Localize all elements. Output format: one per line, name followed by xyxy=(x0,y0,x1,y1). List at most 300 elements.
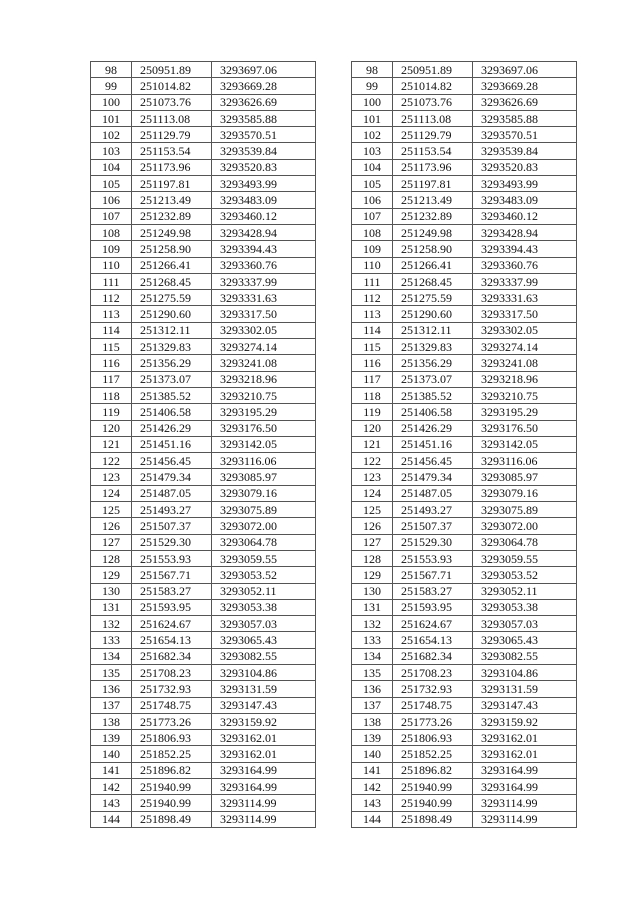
table-row xyxy=(91,616,316,632)
point-number-cell: 104 xyxy=(91,159,132,175)
x-coordinate-cell: 251249.98 xyxy=(132,224,212,240)
x-coordinate-cell: 251312.11 xyxy=(393,322,473,338)
table-row xyxy=(352,518,577,534)
x-coordinate-cell: 251593.95 xyxy=(132,599,212,615)
table-row xyxy=(91,404,316,420)
x-coordinate-cell: 251773.26 xyxy=(132,713,212,729)
point-number-cell: 102 xyxy=(352,127,393,143)
table-row xyxy=(352,94,577,110)
x-coordinate-cell: 251493.27 xyxy=(393,502,473,518)
point-number-cell: 123 xyxy=(352,469,393,485)
point-number-cell: 129 xyxy=(91,567,132,583)
y-coordinate-cell: 3293164.99 xyxy=(473,762,577,778)
point-number-cell: 121 xyxy=(352,436,393,452)
x-coordinate-cell: 251456.45 xyxy=(132,453,212,469)
point-number-cell: 103 xyxy=(352,143,393,159)
point-number-cell: 143 xyxy=(91,795,132,811)
x-coordinate-cell: 251197.81 xyxy=(393,176,473,192)
table-row xyxy=(352,730,577,746)
x-coordinate-cell: 251268.45 xyxy=(393,273,473,289)
table-row xyxy=(352,746,577,762)
table-row xyxy=(352,453,577,469)
table-body xyxy=(91,62,316,828)
y-coordinate-cell: 3293337.99 xyxy=(473,273,577,289)
x-coordinate-cell: 251898.49 xyxy=(132,811,212,827)
point-number-cell: 126 xyxy=(91,518,132,534)
table-row xyxy=(352,355,577,371)
table-row xyxy=(352,664,577,680)
x-coordinate-cell: 251852.25 xyxy=(132,746,212,762)
table-row xyxy=(91,453,316,469)
y-coordinate-cell: 3293176.50 xyxy=(473,420,577,436)
table-row xyxy=(91,518,316,534)
x-coordinate-cell: 251275.59 xyxy=(132,290,212,306)
x-coordinate-cell: 251708.23 xyxy=(393,664,473,680)
y-coordinate-cell: 3293274.14 xyxy=(473,339,577,355)
x-coordinate-cell: 251896.82 xyxy=(393,762,473,778)
y-coordinate-cell: 3293337.99 xyxy=(212,273,316,289)
point-number-cell: 136 xyxy=(91,681,132,697)
x-coordinate-cell: 251773.26 xyxy=(393,713,473,729)
point-number-cell: 114 xyxy=(91,322,132,338)
y-coordinate-cell: 3293697.06 xyxy=(212,62,316,78)
x-coordinate-cell: 251852.25 xyxy=(393,746,473,762)
y-coordinate-cell: 3293075.89 xyxy=(473,502,577,518)
x-coordinate-cell: 251249.98 xyxy=(393,224,473,240)
x-coordinate-cell: 251940.99 xyxy=(393,795,473,811)
table-row xyxy=(352,143,577,159)
x-coordinate-cell: 251312.11 xyxy=(132,322,212,338)
point-number-cell: 135 xyxy=(352,664,393,680)
y-coordinate-cell: 3293210.75 xyxy=(212,387,316,403)
x-coordinate-cell: 251173.96 xyxy=(132,159,212,175)
point-number-cell: 141 xyxy=(91,762,132,778)
x-coordinate-cell: 251290.60 xyxy=(132,306,212,322)
y-coordinate-cell: 3293460.12 xyxy=(473,208,577,224)
point-number-cell: 111 xyxy=(91,273,132,289)
x-coordinate-cell: 251567.71 xyxy=(393,567,473,583)
y-coordinate-cell: 3293159.92 xyxy=(473,713,577,729)
point-number-cell: 108 xyxy=(352,224,393,240)
table-row xyxy=(91,257,316,273)
table-row xyxy=(91,78,316,94)
point-number-cell: 144 xyxy=(352,811,393,827)
y-coordinate-cell: 3293079.16 xyxy=(473,485,577,501)
y-coordinate-cell: 3293195.29 xyxy=(473,404,577,420)
point-number-cell: 129 xyxy=(352,567,393,583)
y-coordinate-cell: 3293483.09 xyxy=(212,192,316,208)
table-row xyxy=(91,127,316,143)
point-number-cell: 138 xyxy=(91,713,132,729)
x-coordinate-cell: 251708.23 xyxy=(132,664,212,680)
point-number-cell: 101 xyxy=(91,110,132,126)
y-coordinate-cell: 3293052.11 xyxy=(212,583,316,599)
table-row xyxy=(352,534,577,550)
table-row xyxy=(352,224,577,240)
x-coordinate-cell: 251356.29 xyxy=(132,355,212,371)
x-coordinate-cell: 251806.93 xyxy=(132,730,212,746)
x-coordinate-cell: 251153.54 xyxy=(132,143,212,159)
table-row xyxy=(91,420,316,436)
point-number-cell: 143 xyxy=(352,795,393,811)
table-row xyxy=(91,632,316,648)
y-coordinate-cell: 3293585.88 xyxy=(212,110,316,126)
point-number-cell: 132 xyxy=(91,616,132,632)
table-row xyxy=(352,616,577,632)
x-coordinate-cell: 251232.89 xyxy=(132,208,212,224)
table-row xyxy=(352,795,577,811)
point-number-cell: 122 xyxy=(91,453,132,469)
point-number-cell: 139 xyxy=(91,730,132,746)
table-row xyxy=(352,322,577,338)
table-row xyxy=(91,697,316,713)
x-coordinate-cell: 251479.34 xyxy=(393,469,473,485)
y-coordinate-cell: 3293483.09 xyxy=(473,192,577,208)
x-coordinate-cell: 251266.41 xyxy=(393,257,473,273)
y-coordinate-cell: 3293428.94 xyxy=(212,224,316,240)
point-number-cell: 132 xyxy=(352,616,393,632)
x-coordinate-cell: 251153.54 xyxy=(393,143,473,159)
y-coordinate-cell: 3293065.43 xyxy=(473,632,577,648)
x-coordinate-cell: 251129.79 xyxy=(132,127,212,143)
y-coordinate-cell: 3293114.99 xyxy=(473,811,577,827)
y-coordinate-cell: 3293142.05 xyxy=(473,436,577,452)
y-coordinate-cell: 3293162.01 xyxy=(473,730,577,746)
x-coordinate-cell: 251258.90 xyxy=(393,241,473,257)
table-row xyxy=(352,192,577,208)
y-coordinate-cell: 3293079.16 xyxy=(212,485,316,501)
table-row xyxy=(91,192,316,208)
y-coordinate-cell: 3293053.52 xyxy=(212,567,316,583)
x-coordinate-cell: 251654.13 xyxy=(393,632,473,648)
table-body xyxy=(352,62,577,828)
x-coordinate-cell: 250951.89 xyxy=(393,62,473,78)
y-coordinate-cell: 3293331.63 xyxy=(473,290,577,306)
y-coordinate-cell: 3293626.69 xyxy=(473,94,577,110)
x-coordinate-cell: 251275.59 xyxy=(393,290,473,306)
y-coordinate-cell: 3293162.01 xyxy=(212,746,316,762)
y-coordinate-cell: 3293085.97 xyxy=(212,469,316,485)
x-coordinate-cell: 251073.76 xyxy=(393,94,473,110)
point-number-cell: 107 xyxy=(91,208,132,224)
x-coordinate-cell: 251385.52 xyxy=(132,387,212,403)
point-number-cell: 131 xyxy=(352,599,393,615)
point-number-cell: 140 xyxy=(352,746,393,762)
point-number-cell: 112 xyxy=(91,290,132,306)
table-row xyxy=(352,420,577,436)
point-number-cell: 115 xyxy=(91,339,132,355)
x-coordinate-cell: 251373.07 xyxy=(132,371,212,387)
x-coordinate-cell: 251406.58 xyxy=(132,404,212,420)
point-number-cell: 134 xyxy=(91,648,132,664)
y-coordinate-cell: 3293520.83 xyxy=(473,159,577,175)
table-row xyxy=(91,224,316,240)
point-number-cell: 114 xyxy=(352,322,393,338)
y-coordinate-cell: 3293570.51 xyxy=(212,127,316,143)
table-row xyxy=(91,176,316,192)
x-coordinate-cell: 251940.99 xyxy=(393,779,473,795)
y-coordinate-cell: 3293585.88 xyxy=(473,110,577,126)
y-coordinate-cell: 3293241.08 xyxy=(473,355,577,371)
table-row xyxy=(91,469,316,485)
point-number-cell: 133 xyxy=(352,632,393,648)
x-coordinate-cell: 251553.93 xyxy=(132,550,212,566)
y-coordinate-cell: 3293114.99 xyxy=(473,795,577,811)
table-row xyxy=(91,339,316,355)
table-row xyxy=(91,567,316,583)
table-row xyxy=(91,730,316,746)
x-coordinate-cell: 251583.27 xyxy=(132,583,212,599)
x-coordinate-cell: 251232.89 xyxy=(393,208,473,224)
table-row xyxy=(352,127,577,143)
point-number-cell: 116 xyxy=(91,355,132,371)
table-row xyxy=(352,502,577,518)
table-row xyxy=(352,811,577,827)
x-coordinate-cell: 251748.75 xyxy=(393,697,473,713)
point-number-cell: 127 xyxy=(91,534,132,550)
y-coordinate-cell: 3293142.05 xyxy=(212,436,316,452)
point-number-cell: 105 xyxy=(91,176,132,192)
x-coordinate-cell: 251529.30 xyxy=(132,534,212,550)
table-row xyxy=(91,62,316,78)
y-coordinate-cell: 3293539.84 xyxy=(473,143,577,159)
point-number-cell: 106 xyxy=(352,192,393,208)
table-row xyxy=(91,241,316,257)
x-coordinate-cell: 251329.83 xyxy=(132,339,212,355)
point-number-cell: 115 xyxy=(352,339,393,355)
point-number-cell: 138 xyxy=(352,713,393,729)
point-number-cell: 113 xyxy=(352,306,393,322)
table-row xyxy=(91,485,316,501)
point-number-cell: 105 xyxy=(352,176,393,192)
y-coordinate-cell: 3293241.08 xyxy=(212,355,316,371)
y-coordinate-cell: 3293147.43 xyxy=(473,697,577,713)
point-number-cell: 127 xyxy=(352,534,393,550)
table-row xyxy=(352,583,577,599)
table-row xyxy=(352,713,577,729)
y-coordinate-cell: 3293064.78 xyxy=(473,534,577,550)
y-coordinate-cell: 3293114.99 xyxy=(212,795,316,811)
y-coordinate-cell: 3293539.84 xyxy=(212,143,316,159)
point-number-cell: 131 xyxy=(91,599,132,615)
point-number-cell: 104 xyxy=(352,159,393,175)
table-row xyxy=(91,779,316,795)
table-row xyxy=(91,371,316,387)
point-number-cell: 106 xyxy=(91,192,132,208)
y-coordinate-cell: 3293072.00 xyxy=(212,518,316,534)
table-row xyxy=(352,78,577,94)
x-coordinate-cell: 251073.76 xyxy=(132,94,212,110)
point-number-cell: 98 xyxy=(352,62,393,78)
x-coordinate-cell: 251385.52 xyxy=(393,387,473,403)
table-row xyxy=(91,664,316,680)
y-coordinate-cell: 3293082.55 xyxy=(212,648,316,664)
x-coordinate-cell: 251898.49 xyxy=(393,811,473,827)
point-number-cell: 119 xyxy=(91,404,132,420)
y-coordinate-cell: 3293360.76 xyxy=(473,257,577,273)
table-row xyxy=(91,746,316,762)
point-number-cell: 117 xyxy=(91,371,132,387)
table-row xyxy=(352,62,577,78)
point-number-cell: 113 xyxy=(91,306,132,322)
point-number-cell: 101 xyxy=(352,110,393,126)
point-number-cell: 142 xyxy=(91,779,132,795)
table-row xyxy=(91,322,316,338)
x-coordinate-cell: 251748.75 xyxy=(132,697,212,713)
table-row xyxy=(352,339,577,355)
point-number-cell: 137 xyxy=(91,697,132,713)
y-coordinate-cell: 3293394.43 xyxy=(212,241,316,257)
x-coordinate-cell: 251732.93 xyxy=(132,681,212,697)
point-number-cell: 109 xyxy=(352,241,393,257)
y-coordinate-cell: 3293082.55 xyxy=(473,648,577,664)
y-coordinate-cell: 3293053.38 xyxy=(212,599,316,615)
x-coordinate-cell: 251682.34 xyxy=(393,648,473,664)
point-number-cell: 128 xyxy=(91,550,132,566)
point-number-cell: 141 xyxy=(352,762,393,778)
table-row xyxy=(352,387,577,403)
table-row xyxy=(91,534,316,550)
x-coordinate-cell: 251507.37 xyxy=(132,518,212,534)
point-number-cell: 120 xyxy=(91,420,132,436)
point-number-cell: 99 xyxy=(352,78,393,94)
table-row xyxy=(91,159,316,175)
y-coordinate-cell: 3293116.06 xyxy=(212,453,316,469)
y-coordinate-cell: 3293053.38 xyxy=(473,599,577,615)
y-coordinate-cell: 3293085.97 xyxy=(473,469,577,485)
point-number-cell: 133 xyxy=(91,632,132,648)
point-number-cell: 136 xyxy=(352,681,393,697)
point-number-cell: 121 xyxy=(91,436,132,452)
x-coordinate-cell: 251426.29 xyxy=(132,420,212,436)
table-row xyxy=(91,208,316,224)
table-row xyxy=(91,143,316,159)
point-number-cell: 142 xyxy=(352,779,393,795)
x-coordinate-cell: 251583.27 xyxy=(393,583,473,599)
y-coordinate-cell: 3293104.86 xyxy=(212,664,316,680)
coordinate-table-left xyxy=(90,61,316,828)
table-row xyxy=(91,583,316,599)
y-coordinate-cell: 3293493.99 xyxy=(473,176,577,192)
y-coordinate-cell: 3293210.75 xyxy=(473,387,577,403)
x-coordinate-cell: 251654.13 xyxy=(132,632,212,648)
x-coordinate-cell: 251624.67 xyxy=(132,616,212,632)
point-number-cell: 130 xyxy=(91,583,132,599)
x-coordinate-cell: 250951.89 xyxy=(132,62,212,78)
x-coordinate-cell: 251213.49 xyxy=(393,192,473,208)
point-number-cell: 123 xyxy=(91,469,132,485)
point-number-cell: 125 xyxy=(91,502,132,518)
y-coordinate-cell: 3293064.78 xyxy=(212,534,316,550)
y-coordinate-cell: 3293164.99 xyxy=(473,779,577,795)
table-row xyxy=(352,436,577,452)
x-coordinate-cell: 251014.82 xyxy=(132,78,212,94)
x-coordinate-cell: 251426.29 xyxy=(393,420,473,436)
y-coordinate-cell: 3293059.55 xyxy=(473,550,577,566)
point-number-cell: 98 xyxy=(91,62,132,78)
y-coordinate-cell: 3293131.59 xyxy=(212,681,316,697)
point-number-cell: 140 xyxy=(91,746,132,762)
x-coordinate-cell: 251487.05 xyxy=(393,485,473,501)
x-coordinate-cell: 251493.27 xyxy=(132,502,212,518)
y-coordinate-cell: 3293331.63 xyxy=(212,290,316,306)
point-number-cell: 110 xyxy=(91,257,132,273)
y-coordinate-cell: 3293697.06 xyxy=(473,62,577,78)
y-coordinate-cell: 3293493.99 xyxy=(212,176,316,192)
y-coordinate-cell: 3293428.94 xyxy=(473,224,577,240)
x-coordinate-cell: 251173.96 xyxy=(393,159,473,175)
table-row xyxy=(352,306,577,322)
table-row xyxy=(91,355,316,371)
y-coordinate-cell: 3293669.28 xyxy=(212,78,316,94)
y-coordinate-cell: 3293669.28 xyxy=(473,78,577,94)
point-number-cell: 125 xyxy=(352,502,393,518)
y-coordinate-cell: 3293164.99 xyxy=(212,779,316,795)
table-row xyxy=(352,469,577,485)
y-coordinate-cell: 3293460.12 xyxy=(212,208,316,224)
point-number-cell: 100 xyxy=(352,94,393,110)
x-coordinate-cell: 251553.93 xyxy=(393,550,473,566)
y-coordinate-cell: 3293159.92 xyxy=(212,713,316,729)
point-number-cell: 108 xyxy=(91,224,132,240)
table-row xyxy=(352,485,577,501)
table-row xyxy=(91,681,316,697)
table-row xyxy=(91,795,316,811)
table-row xyxy=(352,176,577,192)
point-number-cell: 102 xyxy=(91,127,132,143)
x-coordinate-cell: 251356.29 xyxy=(393,355,473,371)
table-row xyxy=(352,567,577,583)
y-coordinate-cell: 3293626.69 xyxy=(212,94,316,110)
table-row xyxy=(91,94,316,110)
point-number-cell: 109 xyxy=(91,241,132,257)
x-coordinate-cell: 251373.07 xyxy=(393,371,473,387)
y-coordinate-cell: 3293218.96 xyxy=(212,371,316,387)
table-row xyxy=(352,599,577,615)
x-coordinate-cell: 251529.30 xyxy=(393,534,473,550)
x-coordinate-cell: 251593.95 xyxy=(393,599,473,615)
point-number-cell: 124 xyxy=(91,485,132,501)
y-coordinate-cell: 3293053.52 xyxy=(473,567,577,583)
x-coordinate-cell: 251129.79 xyxy=(393,127,473,143)
y-coordinate-cell: 3293072.00 xyxy=(473,518,577,534)
point-number-cell: 116 xyxy=(352,355,393,371)
y-coordinate-cell: 3293075.89 xyxy=(212,502,316,518)
y-coordinate-cell: 3293195.29 xyxy=(212,404,316,420)
point-number-cell: 120 xyxy=(352,420,393,436)
table-row xyxy=(91,387,316,403)
table-row xyxy=(91,648,316,664)
table-row xyxy=(352,371,577,387)
point-number-cell: 99 xyxy=(91,78,132,94)
x-coordinate-cell: 251806.93 xyxy=(393,730,473,746)
table-row xyxy=(352,779,577,795)
x-coordinate-cell: 251456.45 xyxy=(393,453,473,469)
x-coordinate-cell: 251624.67 xyxy=(393,616,473,632)
x-coordinate-cell: 251268.45 xyxy=(132,273,212,289)
table-row xyxy=(91,290,316,306)
point-number-cell: 110 xyxy=(352,257,393,273)
x-coordinate-cell: 251290.60 xyxy=(393,306,473,322)
y-coordinate-cell: 3293131.59 xyxy=(473,681,577,697)
point-number-cell: 134 xyxy=(352,648,393,664)
point-number-cell: 135 xyxy=(91,664,132,680)
y-coordinate-cell: 3293065.43 xyxy=(212,632,316,648)
point-number-cell: 117 xyxy=(352,371,393,387)
x-coordinate-cell: 251258.90 xyxy=(132,241,212,257)
table-row xyxy=(352,257,577,273)
table-row xyxy=(352,697,577,713)
